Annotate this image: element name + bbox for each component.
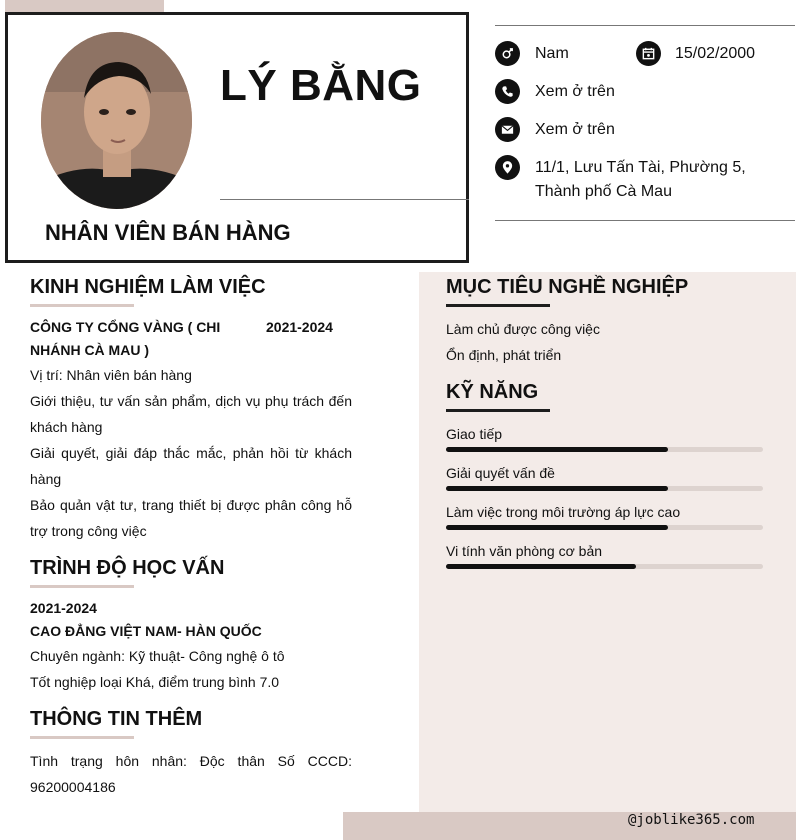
education-underline (30, 585, 134, 588)
job-title: NHÂN VIÊN BÁN HÀNG (45, 220, 291, 245)
header-divider (220, 199, 469, 200)
skills-heading: KỸ NĂNG (446, 381, 539, 403)
header-card (5, 12, 469, 263)
gender-value: Nam (535, 45, 569, 62)
objective-line-2: Ổn định, phát triển (446, 347, 562, 363)
calendar-icon (636, 41, 661, 66)
skill-label: Giao tiếp (446, 426, 503, 442)
duty-3-line-2: trợ trong công việc (30, 523, 147, 539)
company-name-line-2: NHÁNH CÀ MAU ) (30, 342, 149, 358)
school-name: CAO ĐẲNG VIỆT NAM- HÀN QUỐC (30, 623, 262, 639)
duty-3-line-1: Bảo quản vật tư, trang thiết bị được phân công hỗ (30, 497, 352, 513)
education-major: Chuyên ngành: Kỹ thuật- Công nghệ ô tô (30, 648, 285, 664)
additional-info-line-1: Tình trạng hôn nhân: Độc thân Số CCCD: (30, 753, 352, 769)
skill-bar-track (446, 564, 763, 569)
experience-underline (30, 304, 134, 307)
experience-heading: KINH NGHIỆM LÀM VIỆC (30, 276, 266, 298)
education-heading: TRÌNH ĐỘ HỌC VẤN (30, 557, 225, 579)
skill-bar-fill (446, 525, 668, 530)
email-value: Xem ở trên (535, 121, 615, 138)
skill-label: Giải quyết vấn đề (446, 465, 555, 481)
avatar (41, 32, 192, 209)
phone-value: Xem ở trên (535, 83, 615, 100)
skill-bar-track (446, 486, 763, 491)
skill-bar-track (446, 447, 763, 452)
dob-value: 15/02/2000 (675, 45, 756, 62)
contact-divider-bottom (495, 220, 795, 221)
education-period: 2021-2024 (30, 600, 97, 616)
candidate-name: LÝ BẰNG (220, 61, 422, 110)
watermark: @joblike365.com (628, 812, 755, 828)
location-icon (495, 155, 520, 180)
email-icon (495, 117, 520, 142)
duty-2-line-1: Giải quyết, giải đáp thắc mắc, phản hồi từ khách (30, 445, 352, 461)
skill-bar-track (446, 525, 763, 530)
contact-divider-top (495, 25, 795, 26)
education-result: Tốt nghiệp loại Khá, điểm trung bình 7.0 (30, 674, 280, 690)
duty-1-line-2: khách hàng (30, 419, 103, 435)
experience-period: 2021-2024 (266, 319, 333, 335)
objective-underline (446, 304, 550, 307)
additional-info-heading: THÔNG TIN THÊM (30, 708, 203, 730)
objective-line-1: Làm chủ được công việc (446, 321, 600, 337)
company-name-line-1: CÔNG TY CỔNG VÀNG ( CHI (30, 319, 221, 335)
duty-1-line-1: Giới thiệu, tư vấn sản phẩm, dịch vụ phụ trách đến (30, 393, 352, 409)
experience-position: Vị trí: Nhân viên bán hàng (30, 367, 192, 383)
skill-bar-fill (446, 564, 636, 569)
objective-heading: MỤC TIÊU NGHỀ NGHIỆP (446, 276, 689, 298)
skill-label: Làm việc trong môi trường áp lực cao (446, 504, 681, 520)
gender-icon (495, 41, 520, 66)
address-line-1: 11/1, Lưu Tấn Tài, Phường 5, (535, 159, 746, 176)
skill-bar-fill (446, 486, 668, 491)
skill-bar-fill (446, 447, 668, 452)
additional-info-line-2: 96200004186 (30, 779, 116, 795)
phone-icon (495, 79, 520, 104)
additional-info-underline (30, 736, 134, 739)
skill-label: Vi tính văn phòng cơ bản (446, 543, 603, 559)
address-line-2: Thành phố Cà Mau (535, 183, 672, 200)
duty-2-line-2: hàng (30, 471, 62, 487)
skills-underline (446, 409, 550, 412)
